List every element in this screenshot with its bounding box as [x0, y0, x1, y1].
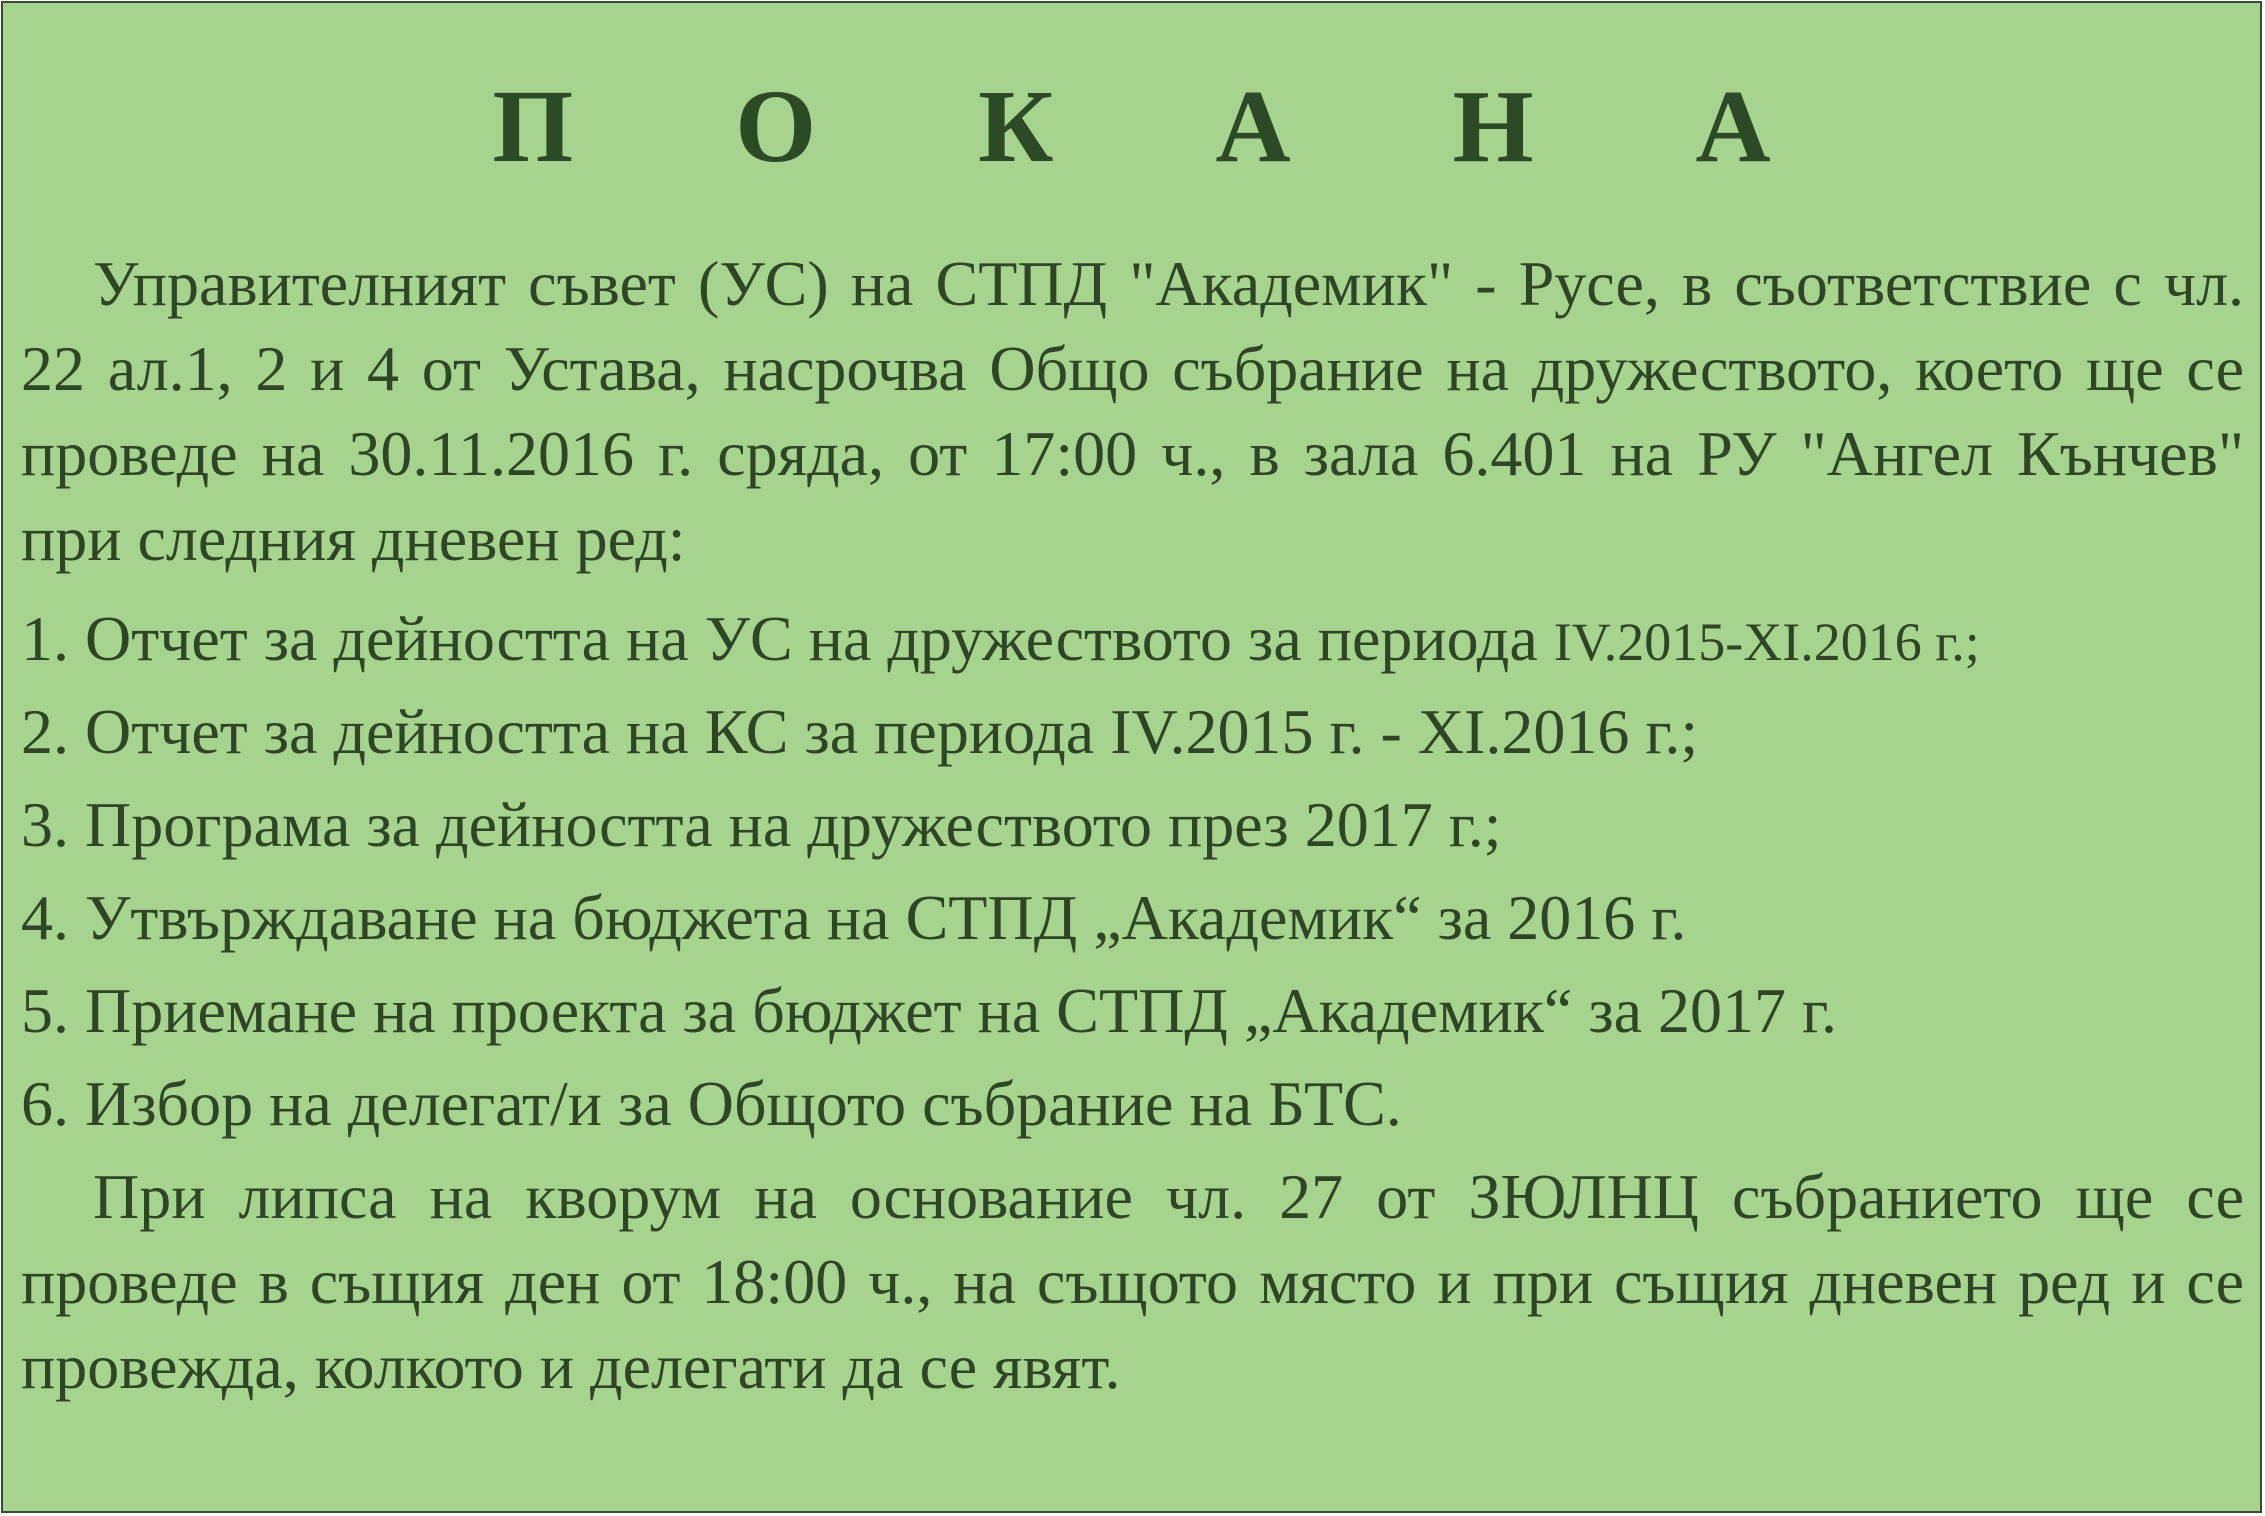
agenda-item: 3. Програма за дейността на дружеството през 2017 г.;: [21, 789, 1502, 860]
notice-title: П О К А Н А: [492, 69, 1839, 184]
agenda-item: 4. Утвърждаване на бюджета на СТПД „Академик“ за 2016 г.: [21, 882, 1687, 953]
agenda-item-text: 1. Отчет за дейността на УС на дружеството за периода: [21, 603, 1554, 674]
agenda-item: [21, 592, 2244, 685]
notice-body: [21, 241, 2244, 1409]
agenda-item: 6. Избор на делегат/и за Общото събрание на БТС.: [21, 1068, 1402, 1139]
agenda-item-period: IV.2015-XI.2016 г.;: [1553, 612, 1980, 672]
agenda-item: 2. Отчет за дейността на КС за периода IV.2015 г. - XI.2016 г.;: [21, 696, 1699, 767]
agenda-list: [21, 592, 2244, 1150]
closing-paragraph: При липса на кворум на основание чл. 27 от ЗЮЛНЦ събранието ще се проведе в същия ден от 18:00 ч., на същото място и при същия дневен ред и се провежда, колкото и делегати да се явят.: [21, 1161, 2244, 1402]
intro-paragraph: Управителният съвет (УС) на СТПД "Академик" - Русе, в съответствие с чл. 22 ал.1, 2 и 4 от Устава, насрочва Общо събрание на дружеството, което ще се проведе на 30.11.2016 г. сряда, от 17:00 ч., в зала 6.401 на РУ "Ангел Кънчев" при следния дневен ред:: [21, 248, 2244, 574]
agenda-item: 5. Приемане на проекта за бюджет на СТПД „Академик“ за 2017 г.: [21, 975, 1838, 1046]
invitation-notice: [1, 1, 2262, 1513]
